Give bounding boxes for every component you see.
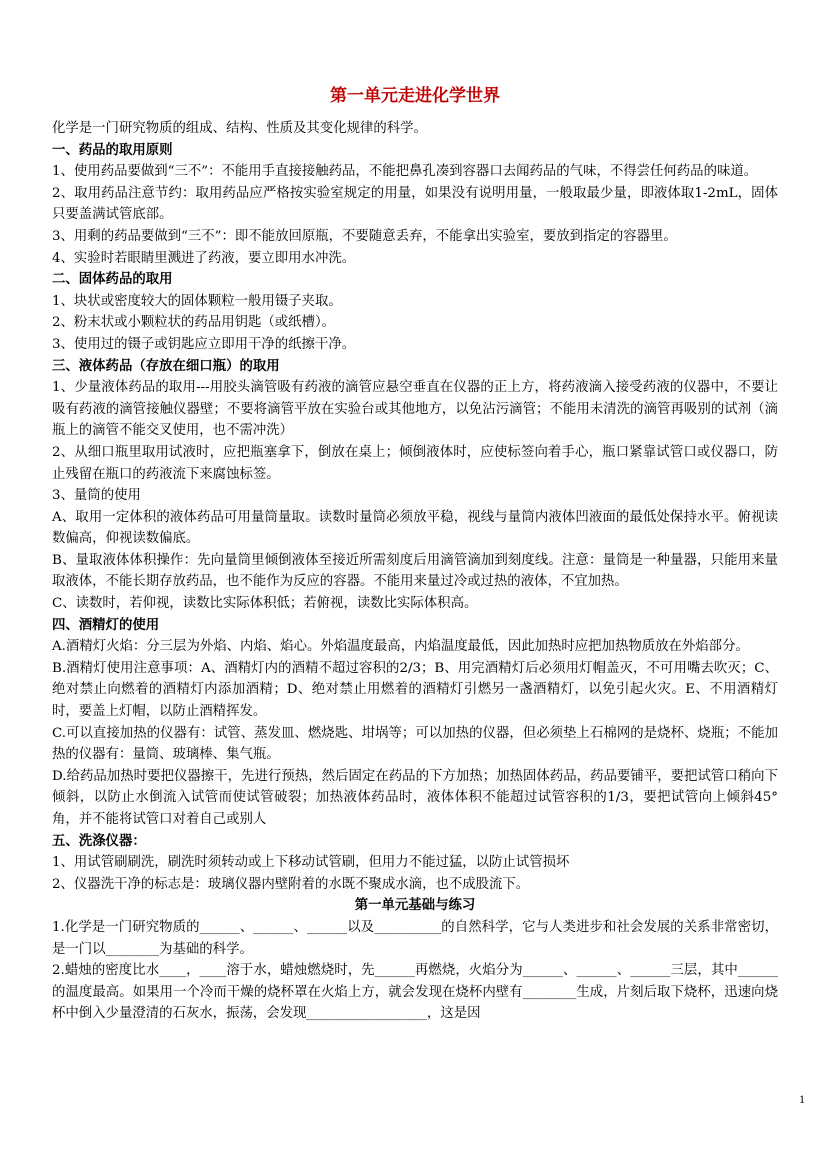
section-heading: 一、药品的取用原则 — [52, 141, 173, 158]
paragraph: 4、实验时若眼睛里溅进了药液，要立即用水冲洗。 — [52, 250, 356, 266]
section-heading: 三、液体药品（存放在细口瓶）的取用 — [52, 357, 280, 374]
section-subtitle: 第一单元基础与练习 — [354, 897, 476, 914]
paragraph: B.酒精灯使用注意事项：A、酒精灯内的酒精不超过容积的2/3；B、用完酒精灯后必须用灯帽盖灭，不可用嘴去吹灭；C、绝对禁止向燃着的酒精灯内添加酒精；D、绝对禁止用燃着的酒精灯引燃另一盏酒精灯，以免引起火灾。E、不用酒精灯时，要盖上灯帽，以防止酒精挥发。 — [52, 660, 778, 720]
document-title: 第一单元走进化学世界 — [330, 86, 500, 106]
paragraph: 2.蜡烛的密度比水____，____溶于水，蜡烛燃烧时，先______再燃烧，火焰分为______、______、______三层，其中______的温度最高。如果用一个冷而干燥的烧杯罩在火焰上方，就会发现在烧杯内壁有________生成，片刻后取下烧杯，迅速向烧杯中倒入少量澄清的石灰水，振荡，会发现__________________，这是因 — [52, 963, 778, 1022]
paragraph: C、读数时，若仰视，读数比实际体积低；若俯视，读数比实际体积高。 — [52, 596, 478, 612]
document-body — [52, 118, 778, 1025]
paragraph: 2、仪器洗干净的标志是：玻璃仪器内壁附着的水既不聚成水滴，也不成股流下。 — [52, 876, 530, 892]
paragraph: 1.化学是一门研究物质的______、______、______以及__________的自然科学，它与人类进步和社会发展的关系非常密切，是一门以________为基础的科学。 — [52, 919, 778, 957]
paragraph: 1、用试管刷刷洗，刷洗时须转动或上下移动试管刷，但用力不能过猛，以防止试管损坏 — [52, 855, 570, 871]
paragraph: 3、使用过的镊子或钥匙应立即用干净的纸擦干净。 — [52, 336, 356, 352]
paragraph: 3、量筒的使用 — [52, 488, 141, 504]
paragraph: D.给药品加热时要把仪器擦干，先进行预热，然后固定在药品的下方加热；加热固体药品，药品要铺平，要把试管口稍向下倾斜，以防止水倒流入试管而使试管破裂；加热液体药品时，液体体积不能超过试管容积的1/3，要把试管向上倾斜45°角，并不能将试管口对着自己或别人 — [52, 768, 778, 827]
page-number: 1 — [799, 1092, 805, 1106]
paragraph: 2、取用药品注意节约：取用药品应严格按实验室规定的用量，如果没有说明用量，一般取最少量，即液体取1-2mL，固体只要盖满试管底部。 — [52, 185, 778, 223]
paragraph: 1、使用药品要做到“三不”：不能用手直接接触药品，不能把鼻孔凑到容器口去闻药品的气味，不得尝任何药品的味道。 — [52, 164, 758, 180]
paragraph: 化学是一门研究物质的组成、结构、性质及其变化规律的科学。 — [52, 121, 427, 136]
paragraph: 1、少量液体药品的取用---用胶头滴管吸有药液的滴管应悬空垂直在仪器的正上方，将药液滴入接受药液的仪器中，不要让吸有药液的滴管接触仪器壁；不要将滴管平放在实验台或其他地方，以免沾污滴管；不能用未清洗的滴管再吸别的试剂（滴瓶上的滴管不能交叉使用，也不需冲洗） — [52, 380, 778, 439]
paragraph: A.酒精灯火焰：分三层为外焰、内焰、焰心。外焰温度最高，内焰温度最低，因此加热时应把加热物质放在外焰部分。 — [52, 639, 749, 655]
section-heading: 五、洗涤仪器： — [52, 832, 146, 849]
paragraph: 2、粉末状或小颗粒状的药品用钥匙（或纸槽）。 — [52, 315, 336, 331]
paragraph: C.可以直接加热的仪器有：试管、蒸发皿、燃烧匙、坩埚等；可以加热的仪器，但必须垫上石棉网的是烧杯、烧瓶；不能加热的仪器有：量筒、玻璃棒、集气瓶。 — [52, 725, 778, 763]
paragraph: 2、从细口瓶里取用试液时，应把瓶塞拿下，倒放在桌上；倾倒液体时，应使标签向着手心，瓶口紧靠试管口或仪器口，防止残留在瓶口的药液流下来腐蚀标签。 — [52, 444, 778, 482]
paragraph: B、量取液体体积操作：先向量筒里倾倒液体至接近所需刻度后用滴管滴加到刻度线。注意：量筒是一种量器，只能用来量取液体，不能长期存放药品，也不能作为反应的容器。不能用来量过冷或过热的液体，不宜加热。 — [52, 552, 778, 590]
paragraph: 1、块状或密度较大的固体颗粒一般用镊子夹取。 — [52, 293, 342, 309]
paragraph: A、取用一定体积的液体药品可用量筒量取。读数时量筒必须放平稳，视线与量筒内液体凹液面的最低处保持水平。俯视读数偏高，仰视读数偏底。 — [52, 509, 778, 547]
section-heading: 四、酒精灯的使用 — [52, 616, 160, 633]
document-page — [52, 84, 778, 1025]
paragraph: 3、用剩的药品要做到“三不”：即不能放回原瓶，不要随意丢弃，不能拿出实验室，要放到指定的容器里。 — [52, 228, 677, 244]
section-heading: 二、固体药品的取用 — [52, 271, 173, 288]
